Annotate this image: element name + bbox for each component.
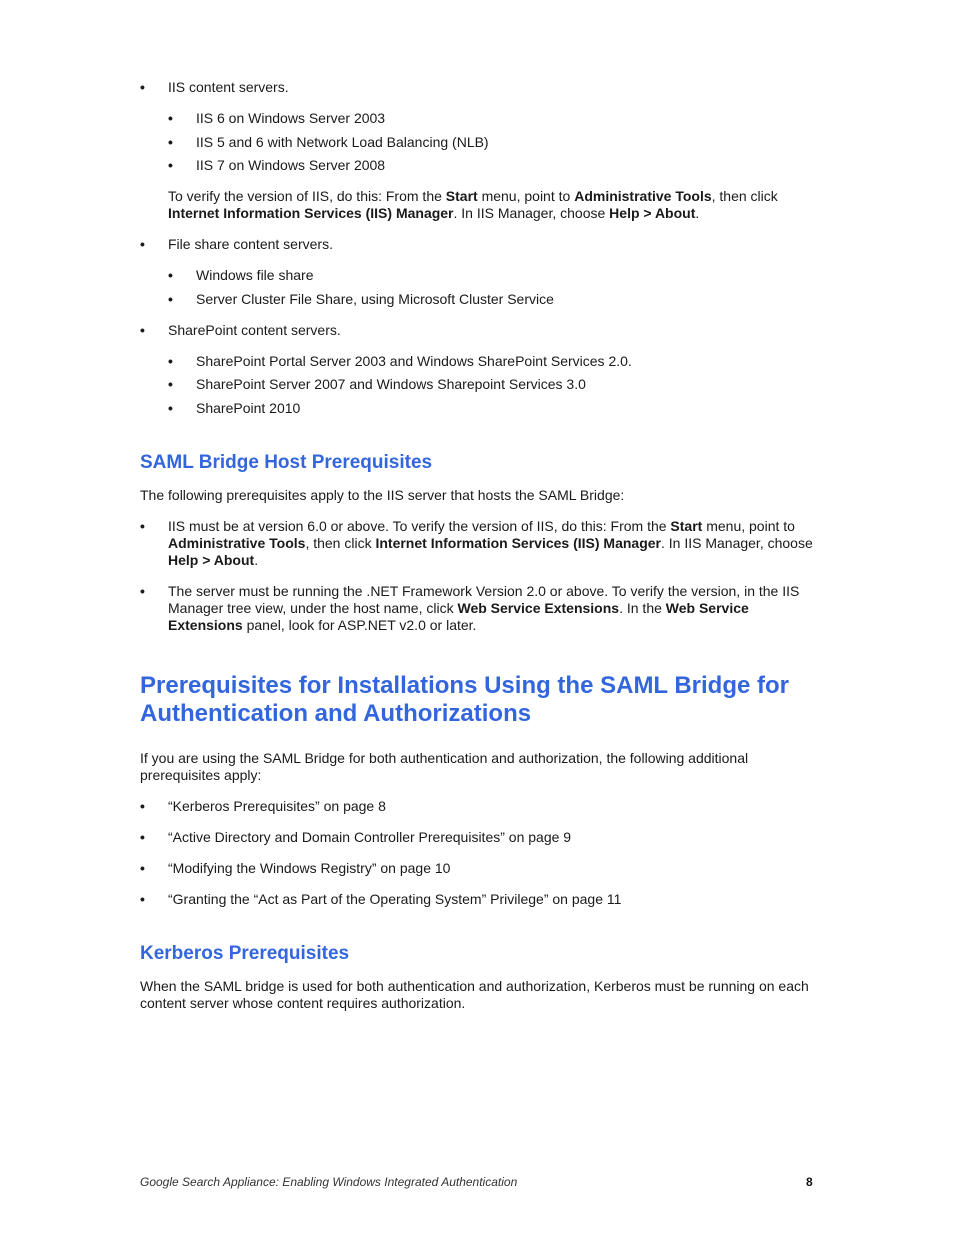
list-item: • “Kerberos Prerequisites” on page 8 xyxy=(140,798,815,815)
list-item: • IIS must be at version 6.0 or above. To verify the version of IIS, do this: From the Start menu, point to Administrative Tools, then click Internet Information Services (IIS) Manager. In IIS Manager, choose Help > About. xyxy=(140,518,815,569)
list-item: • SharePoint Server 2007 and Windows Sharepoint Services 3.0 xyxy=(168,376,815,393)
page-number: 8 xyxy=(806,1175,813,1189)
saml-host-intro: The following prerequisites apply to the IIS server that hosts the SAML Bridge: xyxy=(140,486,625,503)
iis-verify-note: To verify the version of IIS, do this: From the Start menu, point to Administrative Tools, then click Internet Information Services (IIS) Manager. In IIS Manager, choose Help > About. xyxy=(168,188,778,221)
saml-host-list xyxy=(140,518,815,634)
list-item: • The server must be running the .NET Framework Version 2.0 or above. To verify the version, in the IIS Manager tree view, under the host name, click Web Service Extensions. In the Web Service Extensions panel, look for ASP.NET v2.0 or later. xyxy=(140,583,815,634)
sharepoint-sublist xyxy=(168,353,815,417)
list-item: • “Active Directory and Domain Controller Prerequisites” on page 9 xyxy=(140,829,815,846)
list-item: • Server Cluster File Share, using Microsoft Cluster Service xyxy=(168,291,815,308)
list-item: • “Modifying the Windows Registry” on page 10 xyxy=(140,860,815,877)
list-item: • IIS 6 on Windows Server 2003 xyxy=(168,110,815,127)
kerberos-body: When the SAML bridge is used for both authentication and authorization, Kerberos must be running on each content server whose content requires authorization. xyxy=(140,977,809,1011)
saml-host-heading: SAML Bridge Host Prerequisites xyxy=(140,451,433,473)
list-item-fileshare xyxy=(140,236,815,308)
list-item: • SharePoint Portal Server 2003 and Windows SharePoint Services 2.0. xyxy=(168,353,815,370)
list-item: • IIS 5 and 6 with Network Load Balancing (NLB) xyxy=(168,134,815,151)
list-item-iis xyxy=(140,79,815,222)
prereq-list xyxy=(140,798,815,908)
content-server-list xyxy=(140,79,815,417)
prereq-heading: Prerequisites for Installations Using the SAML Bridge for Authentication and Authorizations xyxy=(140,671,789,727)
list-item-sharepoint xyxy=(140,322,815,417)
list-item: • “Granting the “Act as Part of the Operating System” Privilege” on page 11 xyxy=(140,891,815,908)
fileshare-sublist xyxy=(168,267,815,308)
kerberos-heading: Kerberos Prerequisites xyxy=(140,942,350,964)
iis-label: IIS content servers. xyxy=(168,79,289,95)
list-item: • Windows file share xyxy=(168,267,815,284)
list-item: • SharePoint 2010 xyxy=(168,400,815,417)
iis-sublist xyxy=(168,110,815,174)
fileshare-label: File share content servers. xyxy=(168,236,333,252)
list-item: • IIS 7 on Windows Server 2008 xyxy=(168,157,815,174)
prereq-intro: If you are using the SAML Bridge for both authentication and authorization, the following additional prerequisites apply: xyxy=(140,749,749,783)
document-body xyxy=(140,79,815,1026)
sharepoint-label: SharePoint content servers. xyxy=(168,321,341,338)
footer-title: Google Search Appliance: Enabling Windows Integrated Authentication xyxy=(140,1175,518,1189)
